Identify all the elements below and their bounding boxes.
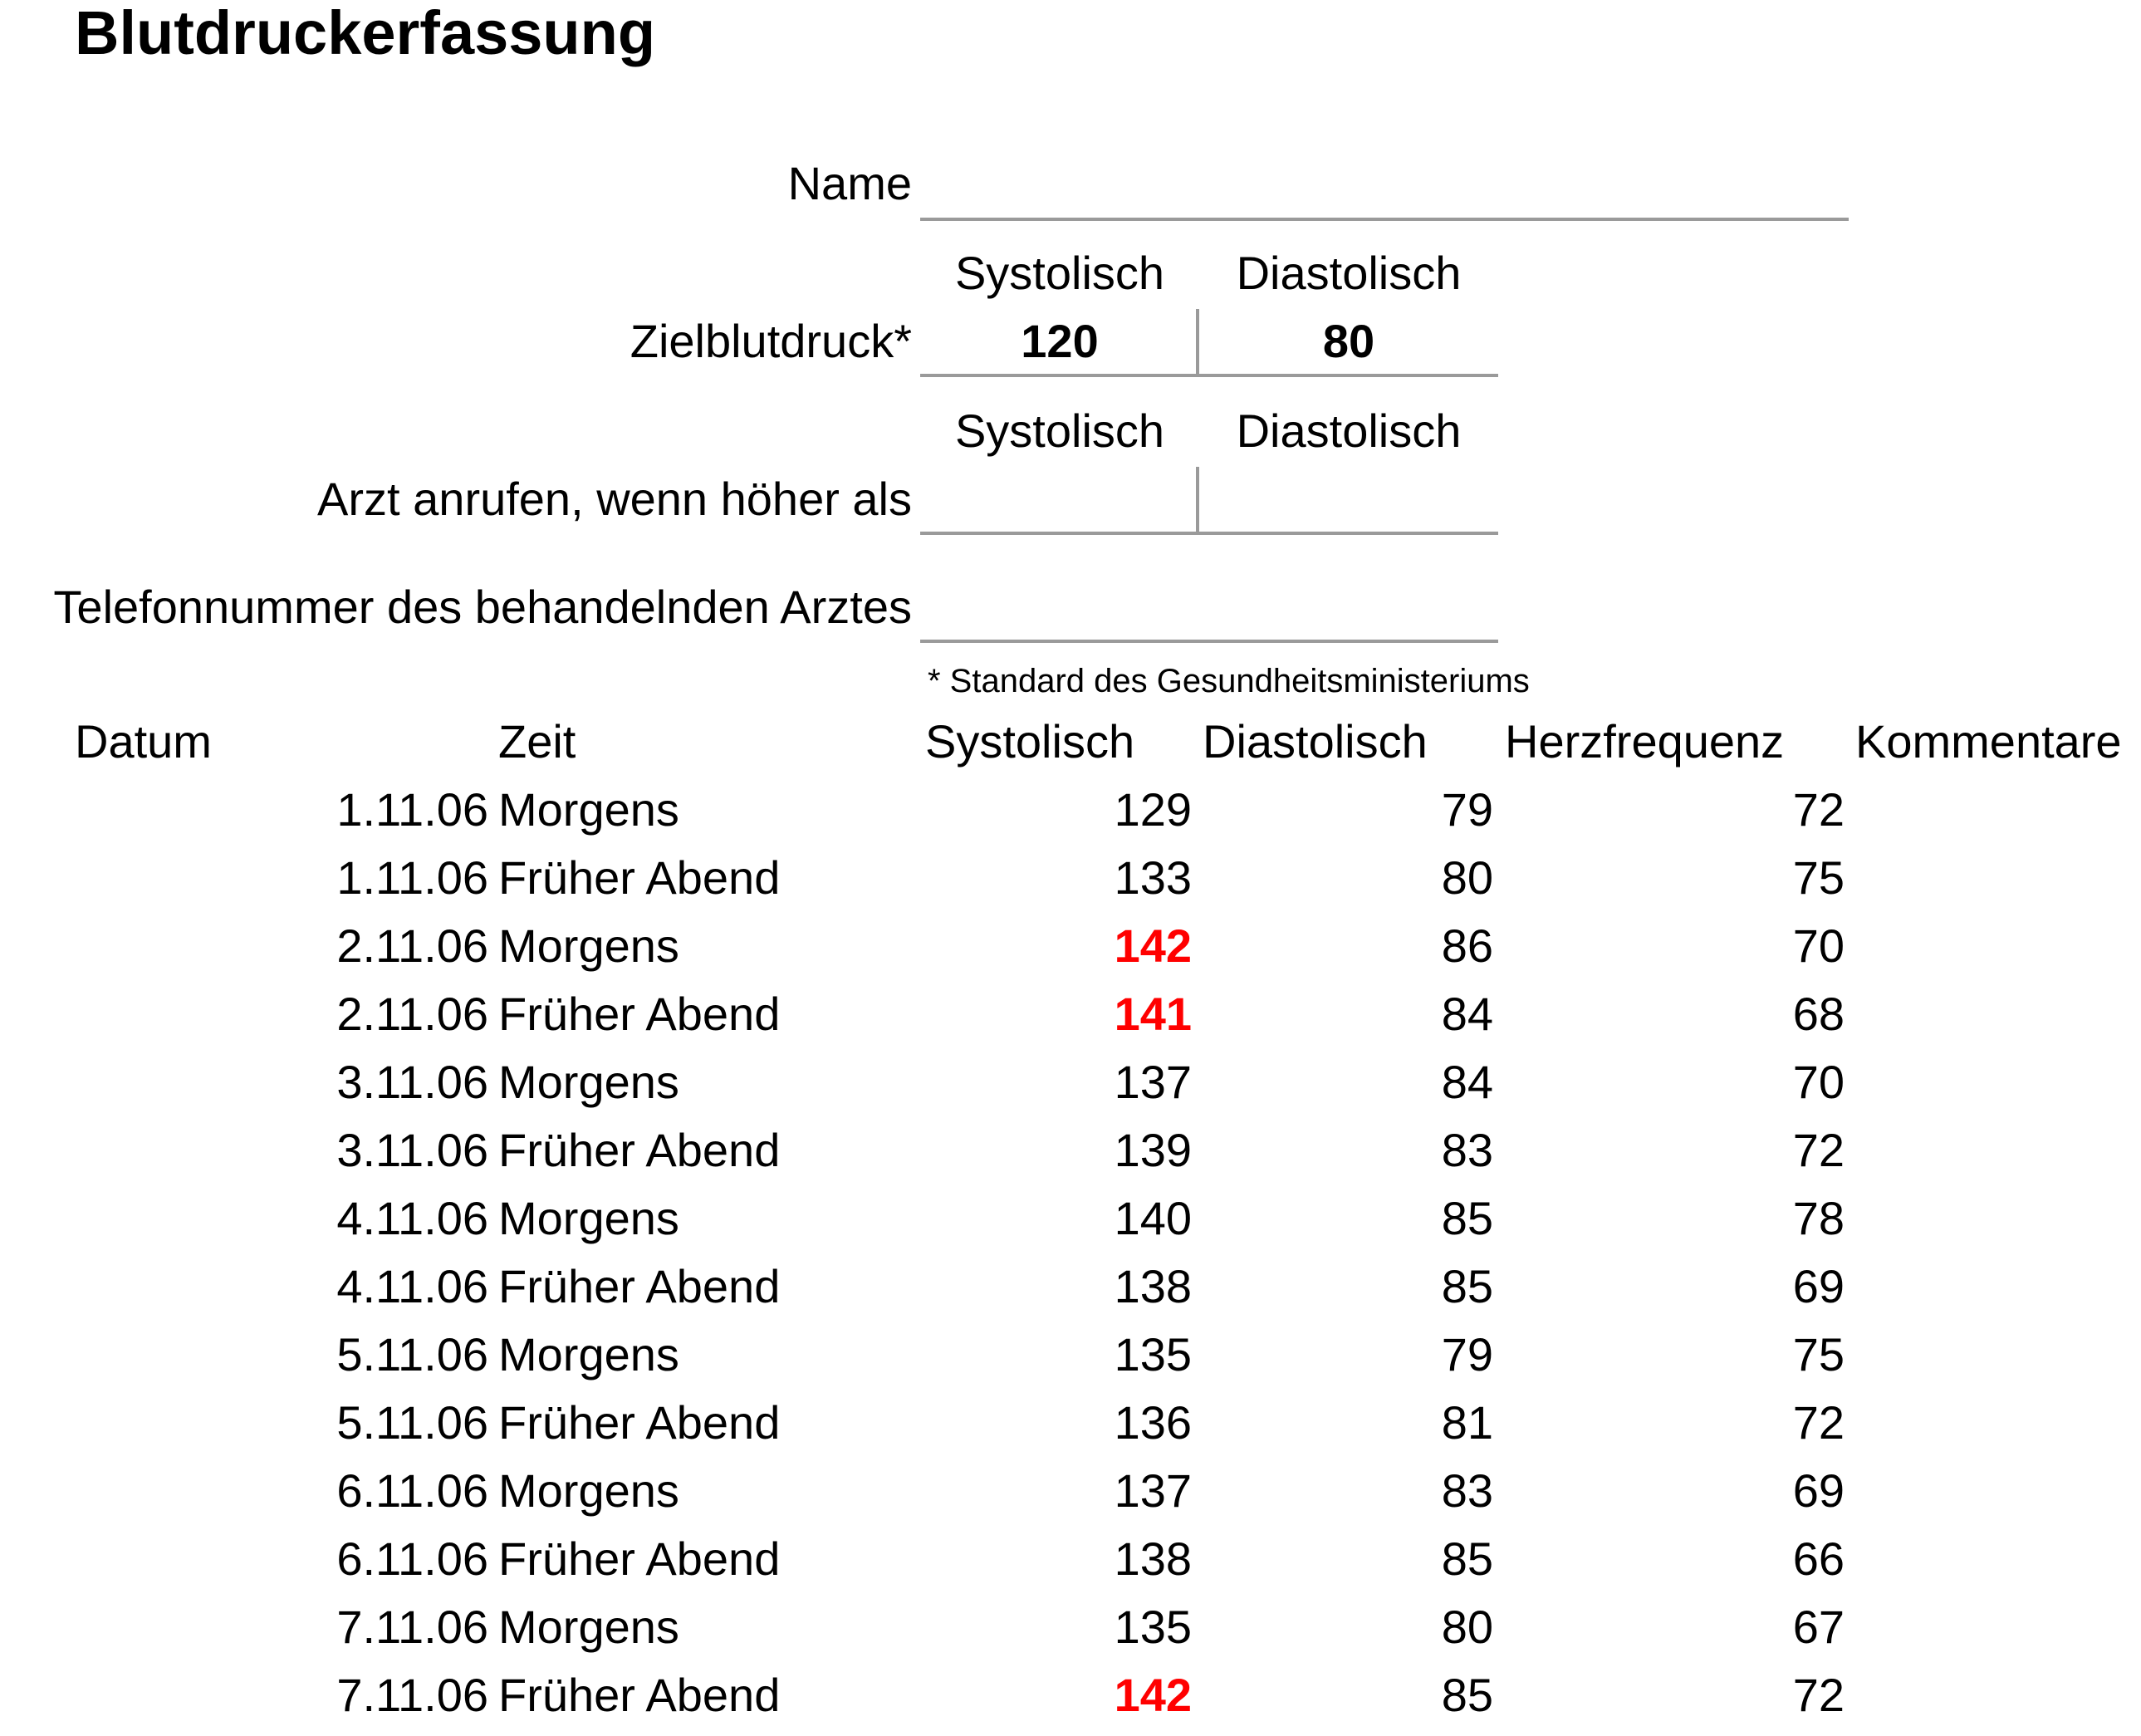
time-cell: Früher Abend <box>498 1396 781 1449</box>
heart-rate-cell: 70 <box>1792 1056 1845 1108</box>
date-cell: 4.11.06 <box>336 1192 488 1244</box>
systolic-cell: 142 <box>1114 919 1192 972</box>
time-cell: Morgens <box>498 1601 679 1653</box>
time-cell: Morgens <box>498 1056 679 1108</box>
date-cell: 5.11.06 <box>336 1396 488 1449</box>
table-row <box>0 1532 2141 1600</box>
time-cell: Morgens <box>498 919 679 972</box>
phone-field[interactable] <box>920 580 1498 638</box>
diastolic-cell: 81 <box>1441 1396 1493 1449</box>
target-divider <box>1196 309 1199 374</box>
systolic-cell: 135 <box>1114 1601 1192 1653</box>
heart-rate-cell: 69 <box>1792 1260 1845 1312</box>
systolic-cell: 129 <box>1114 783 1192 836</box>
call-divider <box>1196 467 1199 532</box>
heart-rate-cell: 72 <box>1792 1396 1845 1449</box>
date-cell: 3.11.06 <box>336 1124 488 1176</box>
table-row <box>0 1600 2141 1668</box>
systolic-cell: 140 <box>1114 1192 1192 1244</box>
call-dia-value[interactable] <box>1199 472 1498 527</box>
diastolic-cell: 80 <box>1441 851 1493 904</box>
date-cell: 1.11.06 <box>336 851 488 904</box>
call-sys-value[interactable] <box>920 472 1199 527</box>
table-row <box>0 1464 2141 1532</box>
heart-rate-cell: 72 <box>1792 1669 1845 1721</box>
header-comments: Kommentare <box>1855 715 2122 767</box>
table-row <box>0 919 2141 987</box>
systolic-cell: 133 <box>1114 851 1192 904</box>
heart-rate-cell: 75 <box>1792 1328 1845 1380</box>
call-underline <box>920 532 1498 535</box>
table-row <box>0 1191 2141 1259</box>
systolic-cell: 135 <box>1114 1328 1192 1380</box>
systolic-cell: 137 <box>1114 1464 1192 1517</box>
time-cell: Früher Abend <box>498 1124 781 1176</box>
call-dia-header: Diastolisch <box>1236 405 1462 457</box>
systolic-cell: 139 <box>1114 1124 1192 1176</box>
time-cell: Früher Abend <box>498 1669 781 1721</box>
header-time: Zeit <box>498 715 576 767</box>
date-cell: 2.11.06 <box>336 919 488 972</box>
name-label: Name <box>787 157 912 209</box>
phone-label: Telefonnummer des behandelnden Arztes <box>53 581 912 633</box>
diastolic-cell: 85 <box>1441 1669 1493 1721</box>
diastolic-cell: 83 <box>1441 1124 1493 1176</box>
diastolic-cell: 79 <box>1441 1328 1493 1380</box>
table-row <box>0 1259 2141 1327</box>
diastolic-cell: 85 <box>1441 1260 1493 1312</box>
heart-rate-cell: 67 <box>1792 1601 1845 1653</box>
time-cell: Morgens <box>498 1192 679 1244</box>
diastolic-cell: 83 <box>1441 1464 1493 1517</box>
heart-rate-cell: 68 <box>1792 988 1845 1040</box>
systolic-cell: 141 <box>1114 988 1192 1040</box>
heart-rate-cell: 70 <box>1792 919 1845 972</box>
header-systolic: Systolisch <box>925 715 1135 767</box>
table-row <box>0 1327 2141 1395</box>
time-cell: Früher Abend <box>498 1532 781 1585</box>
systolic-cell: 137 <box>1114 1056 1192 1108</box>
date-cell: 1.11.06 <box>336 783 488 836</box>
heart-rate-cell: 69 <box>1792 1464 1845 1517</box>
date-cell: 7.11.06 <box>336 1669 488 1721</box>
target-underline <box>920 374 1498 377</box>
date-cell: 4.11.06 <box>336 1260 488 1312</box>
header-diastolic: Diastolisch <box>1203 715 1428 767</box>
heart-rate-cell: 75 <box>1792 851 1845 904</box>
diastolic-cell: 79 <box>1441 783 1493 836</box>
diastolic-cell: 84 <box>1441 1056 1493 1108</box>
date-cell: 7.11.06 <box>336 1601 488 1653</box>
table-row <box>0 1055 2141 1123</box>
time-cell: Früher Abend <box>498 1260 781 1312</box>
systolic-cell: 136 <box>1114 1396 1192 1449</box>
diastolic-cell: 80 <box>1441 1601 1493 1653</box>
name-underline <box>920 218 1849 221</box>
table-row <box>0 851 2141 919</box>
date-cell: 6.11.06 <box>336 1464 488 1517</box>
header-heart-rate: Herzfrequenz <box>1505 715 1785 767</box>
time-cell: Früher Abend <box>498 988 781 1040</box>
target-sys-value[interactable]: 120 <box>1021 315 1099 367</box>
time-cell: Morgens <box>498 1464 679 1517</box>
systolic-cell: 138 <box>1114 1260 1192 1312</box>
diastolic-cell: 84 <box>1441 988 1493 1040</box>
time-cell: Früher Abend <box>498 851 781 904</box>
systolic-cell: 142 <box>1114 1669 1192 1721</box>
time-cell: Morgens <box>498 783 679 836</box>
target-sys-header: Systolisch <box>954 247 1165 299</box>
target-dia-value[interactable]: 80 <box>1322 315 1375 367</box>
call-sys-header: Systolisch <box>954 405 1165 457</box>
target-label: Zielblutdruck* <box>630 315 912 367</box>
date-cell: 2.11.06 <box>336 988 488 1040</box>
time-cell: Morgens <box>498 1328 679 1380</box>
table-row <box>0 1395 2141 1464</box>
date-cell: 6.11.06 <box>336 1532 488 1585</box>
name-field[interactable] <box>920 156 1849 214</box>
date-cell: 5.11.06 <box>336 1328 488 1380</box>
heart-rate-cell: 72 <box>1792 1124 1845 1176</box>
diastolic-cell: 86 <box>1441 919 1493 972</box>
heart-rate-cell: 72 <box>1792 783 1845 836</box>
systolic-cell: 138 <box>1114 1532 1192 1585</box>
table-row <box>0 1123 2141 1191</box>
call-label: Arzt anrufen, wenn höher als <box>317 473 912 525</box>
table-row <box>0 1668 2141 1736</box>
footnote: * Standard des Gesundheitsministeriums <box>928 663 1530 699</box>
diastolic-cell: 85 <box>1441 1192 1493 1244</box>
header-date: Datum <box>75 715 212 767</box>
target-dia-header: Diastolisch <box>1236 247 1462 299</box>
table-row <box>0 782 2141 851</box>
table-row <box>0 987 2141 1055</box>
phone-underline <box>920 640 1498 643</box>
date-cell: 3.11.06 <box>336 1056 488 1108</box>
diastolic-cell: 85 <box>1441 1532 1493 1585</box>
heart-rate-cell: 66 <box>1792 1532 1845 1585</box>
page-title: Blutdruckerfassung <box>75 0 656 67</box>
heart-rate-cell: 78 <box>1792 1192 1845 1244</box>
